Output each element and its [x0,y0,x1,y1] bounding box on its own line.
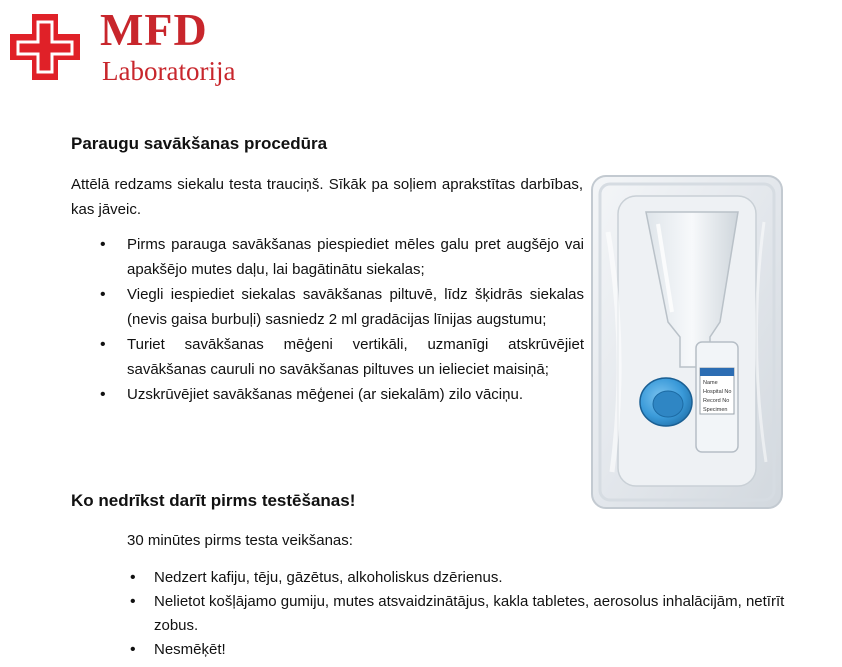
tube-label-line: Hospital No [703,389,732,395]
donts-timing: 30 minūtes pirms testa veikšanas: [127,532,353,549]
procedure-heading: Paraugu savākšanas procedūra [71,134,328,153]
logo-title: MFD [100,4,208,55]
list-item: • Pirms parauga savākšanas piespiediet mēles galu pret augšējo vai apakšējo mutes daļu, lai bagātinātu siekalas; [98,232,584,282]
donts-heading: Ko nedrīkst darīt pirms testēšanas! [71,491,356,510]
donts-list [128,566,828,662]
list-item: • Nedzert kafiju, tēju, gāzētus, alkoholiskus dzērienus. [128,566,828,590]
tube-label-line: Record No [703,398,730,404]
list-item: • Uzskrūvējiet savākšanas mēģenei (ar siekalām) zilo vāciņu. [98,382,584,407]
procedure-steps-list [98,232,584,407]
tube-label-line: Name [703,380,718,386]
saliva-test-kit-photo [588,172,786,512]
list-item: • Viegli iespiediet siekalas savākšanas piltuvē, līdz šķidrās siekalas (nevis gaisa burbuļi) sasniedz 2 ml gradācijas līnijas augstumu; [98,282,584,332]
list-item: • Turiet savākšanas mēģeni vertikāli, uzmanīgi atskrūvējiet savākšanas cauruli no savākšanas piltuves un ielieciet maisiņā; [98,332,584,382]
blue-cap-inner [653,391,683,417]
list-item: • Nelietot košļājamo gumiju, mutes atsvaidzinātājus, kakla tabletes, aerosolus inhalācijām, netīrīt zobus. [128,590,828,638]
procedure-intro: Attēlā redzams siekalu testa trauciņš. Sīkāk pa soļiem aprakstītas darbības, kas jāveic. [71,176,583,218]
logo-subtitle: Laboratorija [102,56,236,86]
red-cross-shape [10,14,80,80]
tube-label-header [700,368,734,376]
tube-label-line: Specimen [703,407,728,413]
red-cross-logo-icon [10,14,80,80]
list-item: • Nesmēķēt! [128,638,828,662]
